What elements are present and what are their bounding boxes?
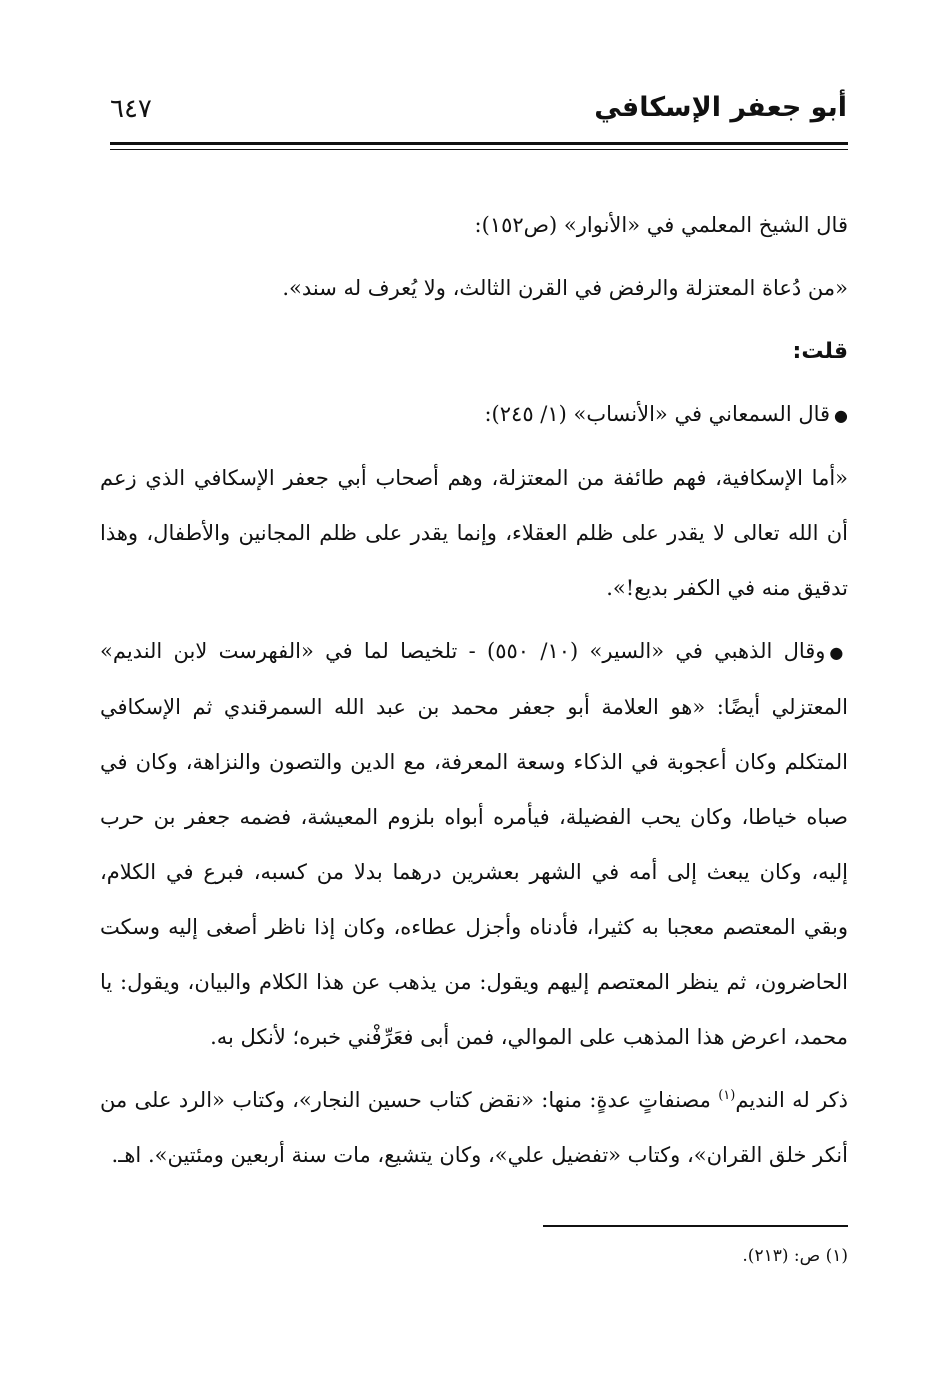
paragraph-text: قال السمعاني في «الأنساب» (١/ ٢٤٥): [484, 402, 831, 426]
page-body [100, 198, 848, 1183]
paragraph-text: ذكر له النديم [735, 1088, 849, 1112]
paragraph-text: مصنفاتٍ عدةٍ: منها: «نقض كتاب حسين النجار»، وكتاب «الرد على من أنكر خلق القران»، وكتاب «تفضيل علي»، وكان يتشيع، مات سنة أربعين ومئتين». اهـ. [100, 1088, 848, 1167]
header-rule-thin [110, 149, 848, 150]
header-rule-thick [110, 142, 848, 145]
paragraph-samani-intro [100, 387, 848, 443]
bullet-icon: ● [829, 643, 848, 662]
page-header [110, 92, 847, 142]
bullet-icon: ● [834, 406, 848, 425]
footnote: (١) ص: (٢١٣). [742, 1246, 848, 1266]
paragraph-nadim [100, 1073, 848, 1183]
paragraph-text: وقال الذهبي في «السير» (١٠/ ٥٥٠) - تلخيصا لما في «الفهرست لابن النديم» المعتزلي أيضًا: «هو العلامة أبو جعفر محمد بن عبد الله السمرقندي ثم الإسكافي المتكلم وكان أعجوبة في الذكاء وسعة المعرفة، مع الدين والتصون والنزاهة، وكان في صباه خياطا، وكان يحب الفضيلة، فيأمره أبواه بلزوم المعيشة، فضمه جعفر بن حرب إليه، وكان يبعث إلى أمه في الشهر بعشرين درهما بدلا من كسبه، فبرع في الكلام، وبقي المعتصم معجبا به كثيرا، فأدناه وأجزل عطاءه، وكان إذا ناظر أصغى إليه وسكت الحاضرون، ثم ينظر المعتصم إليهم ويقول: من يذهب عن هذا الكلام والبيان، ويقول: يا محمد، اعرض هذا المذهب على الموالي، فمن أبى فعَرِّفْني خبره؛ لأنكل به. [100, 639, 848, 1049]
section-heading: قلت: [792, 339, 848, 364]
paragraph-dhahabi [100, 624, 848, 1065]
quote-samani: «أما الإسكافية، فهم طائفة من المعتزلة، وهم أصحاب أبي جعفر الإسكافي الذي زعم أن الله تعالى لا يقدر على ظلم العقلاء، وإنما يقدر على ظلم المجانين والأطفال، وهذا تدقيق منه في الكفر بديع!». [100, 466, 848, 600]
quote-muallimi: «من دُعاة المعتزلة والرفض في القرن الثالث، ولا يُعرف له سند». [282, 276, 848, 300]
footnote-reference[interactable]: (١) [718, 1088, 736, 1103]
footnote-separator [543, 1225, 848, 1227]
page-number: ٦٤٧ [110, 94, 152, 124]
running-title: أبو جعفر الإسكافي [594, 92, 847, 123]
paragraph-intro: قال الشيخ المعلمي في «الأنوار» (ص١٥٢): [474, 213, 848, 237]
